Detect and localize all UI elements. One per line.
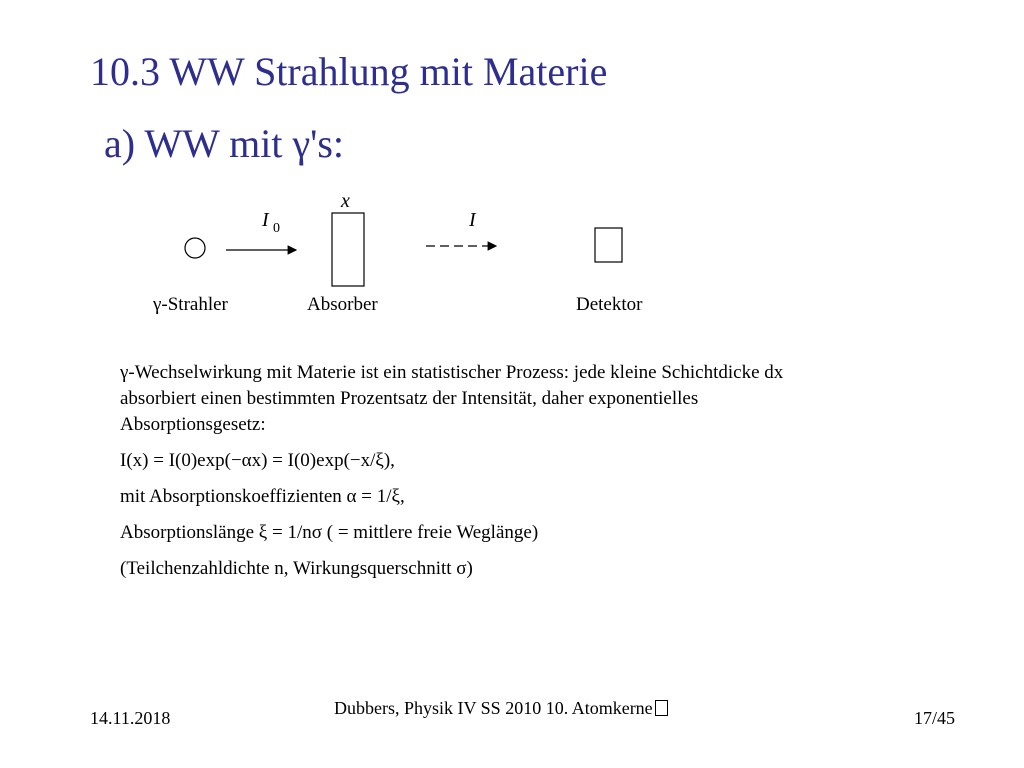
paragraph-1: γ-Wechselwirkung mit Materie ist ein statistischer Prozess: jede kleine Schichtdicke dx absorbiert einen bestimmten Prozentsatz der Intensität, daher exponentielles Absorptionsgesetz: <box>120 362 784 435</box>
footer-center <box>334 698 668 719</box>
line-2: mit Absorptionskoeffizienten α = 1/ξ, <box>120 486 405 507</box>
footer-date: 14.11.2018 <box>90 708 171 728</box>
incident-intensity-subscript: 0 <box>273 221 280 236</box>
slide-title: 10.3 WW Strahlung mit Materie <box>90 49 608 94</box>
detector-label: Detektor <box>576 294 643 315</box>
slide-subtitle: a) WW mit γ's: <box>104 121 345 166</box>
formula-1: I(x) = I(0)exp(−αx) = I(0)exp(−x/ξ), <box>120 450 395 471</box>
absorber-thickness-label: x <box>341 190 350 212</box>
absorber-label: Absorber <box>307 294 378 315</box>
footer-page-number: 17/45 <box>914 708 956 728</box>
absorber-rect-icon <box>332 213 364 286</box>
line-4: (Teilchenzahldichte n, Wirkungsquerschnitt σ) <box>120 558 473 579</box>
footer-center-text: Dubbers, Physik IV SS 2010 10. Atomkerne <box>334 698 653 718</box>
incident-intensity-label: I <box>262 209 269 231</box>
transmitted-intensity-label: I <box>469 209 476 231</box>
source-label: γ-Strahler <box>153 294 228 315</box>
body-text <box>120 360 820 592</box>
box-glyph-icon <box>655 700 668 716</box>
line-3: Absorptionslänge ξ = 1/nσ ( = mittlere freie Weglänge) <box>120 522 539 543</box>
source-circle-icon <box>185 238 205 258</box>
detector-square-icon <box>595 228 622 262</box>
